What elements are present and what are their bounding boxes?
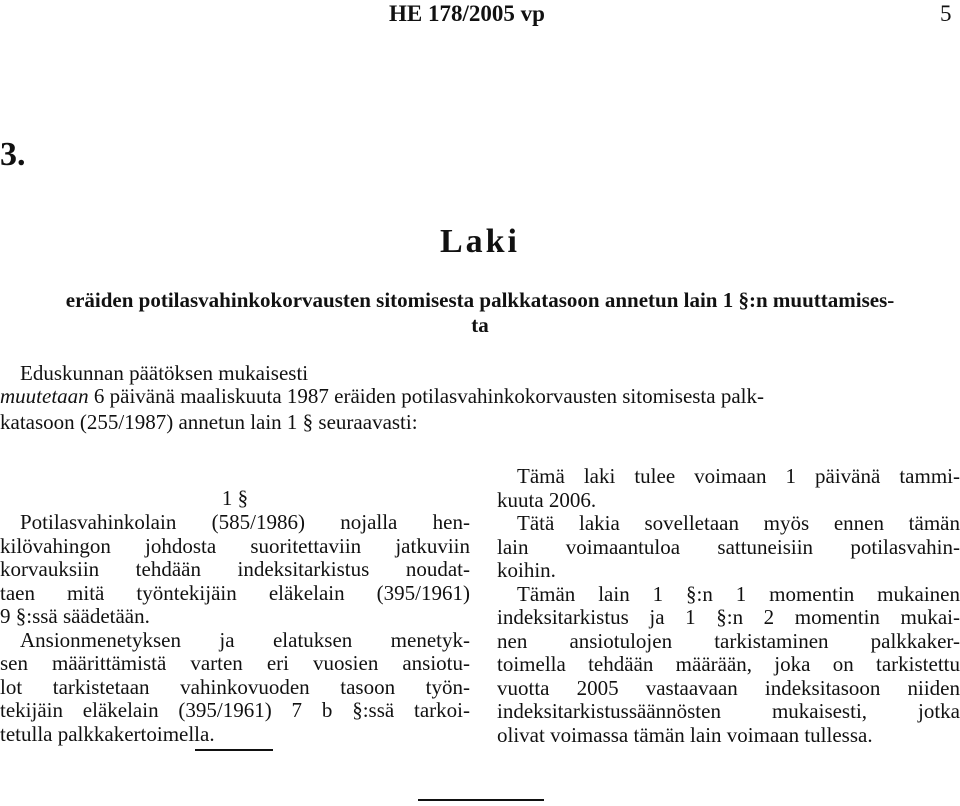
- enactment-line: katasoon (255/1987) annetun lain 1 § seuraavasti:: [0, 409, 418, 434]
- enactment-line-rest: 6 päivänä maaliskuuta 1987 eräiden potilasvahinkokorvausten sitomisesta palk-: [88, 384, 764, 408]
- section-number: 3.: [0, 136, 26, 173]
- section-end-divider: [195, 749, 273, 751]
- left-p1-line: 9 §:ssä säädetään.: [0, 605, 150, 628]
- law-end-divider: [418, 799, 544, 801]
- left-column: [0, 511, 470, 746]
- right-p2-line: Tätä lakia sovelletaan myös ennen tämän: [517, 512, 960, 535]
- section-symbol: 1 §: [221, 486, 249, 510]
- right-p3-line: olivat voimassa tämän lain voimaan tullessa.: [497, 723, 873, 747]
- enactment-keyword: muutetaan: [0, 384, 89, 408]
- left-p1-line: Potilasvahinkolain (585/1986) nojalla hen-: [20, 511, 470, 534]
- right-p3-line: indeksitarkistussäännösten mukaisesti, jotka: [497, 700, 960, 723]
- right-p3-line: nen ansiotulojen tarkistaminen palkkaker-: [497, 629, 960, 653]
- right-p3-line: vuotta 2005 vastaavaan indeksitasoon niiden: [497, 676, 960, 700]
- left-p1-line: kilövahingon johdosta suoritettaviin jatkuviin: [0, 534, 470, 558]
- right-p1-line: kuuta 2006.: [497, 488, 597, 512]
- document-id: HE 178/2005 vp: [389, 1, 545, 26]
- page-number: 5: [940, 1, 952, 26]
- left-p1-line: korvauksiin tehdään indeksitarkistus noudat-: [0, 558, 470, 581]
- law-title: Laki: [439, 223, 521, 260]
- right-p3-line: indeksitarkistus ja 1 §:n 2 momentin mukai-: [497, 606, 960, 629]
- right-column: [497, 465, 960, 747]
- right-p1-line: Tämä laki tulee voimaan 1 päivänä tammi-: [517, 465, 960, 488]
- left-p2-line: sen määrittämistä varten eri vuosien ansiotu-: [0, 652, 470, 675]
- left-p2-line: tekijäin eläkelain (395/1961) 7 b §:ssä tarkoi-: [0, 699, 470, 722]
- enactment-line: [0, 384, 960, 410]
- left-p1-line: taen mitä työntekijäin eläkelain (395/1961): [0, 581, 470, 605]
- left-p2-line: tetulla palkkakertoimella.: [0, 722, 215, 746]
- left-p2-line: lot tarkistetaan vahinkovuoden tasoon työn-: [0, 675, 470, 699]
- law-subtitle-line: eräiden potilasvahinkokorvausten sitomisesta palkkatasoon annetun lain 1 §:n muuttamises-: [65, 288, 895, 312]
- enactment-text: [0, 384, 960, 435]
- law-subtitle: [0, 288, 960, 338]
- enactment-label: Eduskunnan päätöksen mukaisesti: [20, 361, 309, 385]
- law-subtitle-line: ta: [471, 313, 489, 337]
- left-p2-line: Ansionmenetyksen ja elatuksen menetyk-: [20, 628, 470, 652]
- right-p3-line: toimella tehdään määrään, joka on tarkistettu: [497, 653, 960, 676]
- right-p2-line: koihin.: [497, 559, 556, 582]
- right-p3-line: Tämän lain 1 §:n 1 momentin mukainen: [517, 582, 960, 606]
- right-p2-line: lain voimaantuloa sattuneisiin potilasvahin-: [497, 535, 960, 559]
